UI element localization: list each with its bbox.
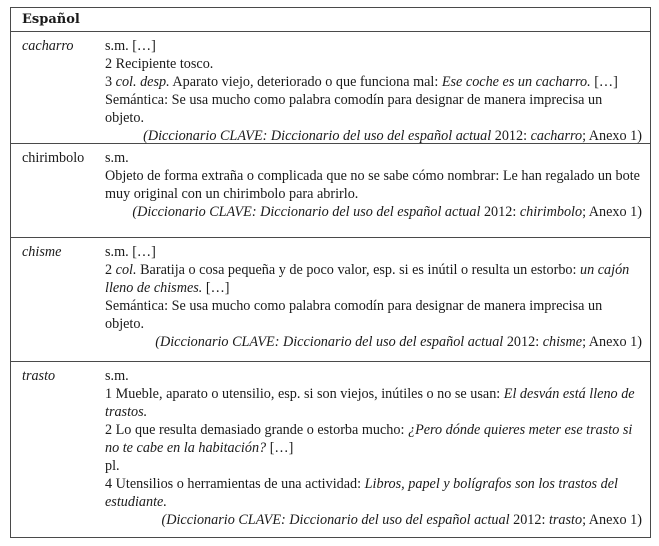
- term: chisme: [22, 244, 62, 260]
- sense-line: 2 Lo que resulta demasiado grande o estorba mucho: ¿Pero dónde quieres meter ese trasto si no te cabe en la habitación? […]: [105, 422, 633, 456]
- entry-trasto: [11, 362, 650, 539]
- grammar-line: s.m. […]: [105, 244, 156, 260]
- dictionary-table: [10, 7, 651, 538]
- definition: [105, 367, 642, 529]
- definition: [105, 37, 642, 145]
- sense-line: 1 Mueble, aparato o utensilio, esp. si son viejos, inútiles o no se usan: El desván está lleno de trastos.: [105, 386, 635, 420]
- entry-chirimbolo: [11, 144, 650, 238]
- source-citation: (Diccionario CLAVE: Diccionario del uso del español actual 2012: cacharro; Anexo 1): [143, 128, 642, 144]
- term: trasto: [22, 368, 56, 384]
- definition: [105, 243, 642, 351]
- grammar-line: pl.: [105, 458, 120, 474]
- term: chirimbolo: [22, 150, 85, 166]
- grammar-line: s.m.: [105, 150, 129, 166]
- definition: [105, 149, 642, 221]
- source-citation: (Diccionario CLAVE: Diccionario del uso del español actual 2012: trasto; Anexo 1): [161, 512, 642, 528]
- semantics-line: Semántica: Se usa mucho como palabra comodín para designar de manera imprecisa un objeto.: [105, 298, 603, 332]
- entry-chisme: [11, 238, 650, 362]
- sense-line: 2 col. Baratija o cosa pequeña y de poco valor, esp. si es inútil o resulta un estorbo: un cajón lleno de chismes. […]: [105, 262, 630, 296]
- grammar-line: s.m. […]: [105, 38, 156, 54]
- sense-line: 3 col. desp. Aparato viejo, deteriorado o que funciona mal: Ese coche es un cacharro. […]: [105, 74, 618, 90]
- source-citation: (Diccionario CLAVE: Diccionario del uso del español actual 2012: chirimbolo; Anexo 1): [132, 204, 642, 220]
- entry-cacharro: [11, 32, 650, 144]
- sense-line: Objeto de forma extraña o complicada que no se sabe cómo nombrar: Le han regalado un bote muy original con un chirimbolo para abrirlo.: [105, 168, 640, 202]
- sense-line: 2 Recipiente tosco.: [105, 56, 214, 72]
- sense-line: 4 Utensilios o herramientas de una actividad: Libros, papel y bolígrafos son los trastos del estudiante.: [105, 476, 618, 510]
- source-citation: (Diccionario CLAVE: Diccionario del uso del español actual 2012: chisme; Anexo 1): [155, 334, 642, 350]
- term: cacharro: [22, 38, 74, 54]
- grammar-line: s.m.: [105, 368, 129, 384]
- table-header: Español: [11, 8, 650, 32]
- semantics-line: Semántica: Se usa mucho como palabra comodín para designar de manera imprecisa un objeto.: [105, 92, 603, 126]
